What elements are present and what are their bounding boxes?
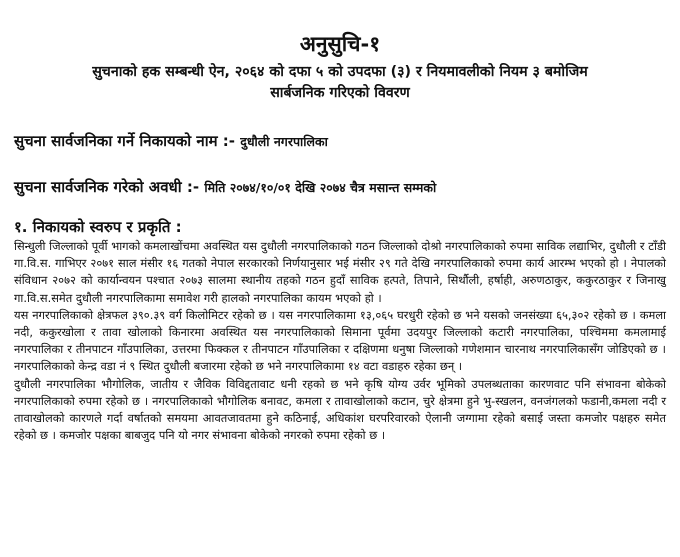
body-paragraph: यस नगरपालिकाको क्षेत्रफल ३९०.३९ वर्ग किलोमिटर रहेको छ । यस नगरपालिकामा १३,०६५ घरधुरी रहेको छ भने यसको जनसंख्या ६५,३०२ रहेको छ । कमला नदी, ककुरखोला र तावा खोलाको किनारमा अवस्थित यस नगरपालिकाको सिमाना पूर्वमा उदयपुर जिल्लाको कटारी नगरपालिका, पश्चिममा कमलामाई नगरपालिका र तीनपाटन गाँउपालिका, उत्तरमा फिक्कल र तीनपाटन गाँउपालिका र दक्षिणमा धनुषा जिल्लाको गणेशमान चारनाथ नगरपालिकासँग जोडिएको छ । नगरपालिकाको केन्द्र वडा नं ९ स्थित दुधौली बजारमा रहेको छ भने नगरपालिकामा १४ वटा वडाहरु रहेका छन् । bbox=[14, 307, 666, 374]
publication-period-label: सुचना सार्वजनिक गरेको अवधी :- bbox=[14, 178, 200, 196]
document-subtitle-line2: सार्बजनिक गरिएको विवरण bbox=[270, 85, 410, 101]
document-title: अनुसुचि-१ bbox=[299, 32, 381, 56]
body-paragraph: दुधौली नगरपालिका भौगोलिक, जातीय र जैविक विविद्दतावाट धनी रहको छ भने कृषि योग्य उर्वर भूमिको उपलब्धताका कारणवाट पनि संभावना बोकेको नगरपालिकाको रुपमा रहेको छ । नगरपालिकाको भौगोलिक बनावट, कमला र तावाखोलाको कटान, चुरे क्षेत्रमा हुने भु-स्खलन, वनजंगलको फडानी,कमला नदी र तावाखोलको कारणले गर्दा वर्षातको समयमा आवतजावतमा हुने कठिनाई, अधिकांश घरपरिवारको ऐलानी जग्गामा रहेको बसाई जस्ता कमजोर पक्षहरु समेत रहेको छ । कमजोर पक्षका बाबजुद पनि यो नगर संभावना बोकेको नगरको रुपमा रहेको छ । bbox=[14, 376, 666, 443]
publication-period-value: मिति २०७४/१०/०१ देखि २०७४ चैत्र मसान्त सम्मको bbox=[204, 180, 437, 195]
agency-name-value: दुधौली नगरपालिका bbox=[240, 134, 328, 149]
section-heading: १. निकायको स्वरुप र प्रकृति : bbox=[14, 218, 182, 236]
agency-name-field bbox=[14, 130, 664, 153]
publication-period-field bbox=[14, 176, 664, 199]
agency-name-label: सुचना सार्वजनिका गर्ने निकायको नाम :- bbox=[14, 132, 235, 150]
section-body bbox=[14, 238, 666, 444]
body-paragraph: सिन्धुली जिल्लाको पूर्वी भागको कमलाखोंचमा अवस्थित यस दुधौली नगरपालिकाको गठन जिल्लाको दोश्रो नगरपालिकाको रुपमा साविक लद्याभिर, दुधौली र टाँडी गा.वि.स. गाभिएर २०७१ साल मंसीर १६ गतको नेपाल सरकारको निर्णयानुसार भई मंसीर २९ गते देखि नगरपालिकाको रुपमा कार्य आरम्भ भएको हो । नेपालको संविधान २०७२ को कार्यान्वयन पश्चात २०७३ सालमा स्थानीय तहको गठन हुदाँ साविक हत्पते, तिपाने, सिर्थौली, हर्षाही, अरुणठाकुर, ककुरठाकुर र जिनाखु गा.वि.स.समेत दुधौली नगरपालिकामा समावेश गरी हालको नगरपालिका कायम भएको हो । bbox=[14, 239, 666, 305]
document-subtitle-line1: सुचनाको हक सम्बन्धी ऐन, २०६४ को दफा ५ को उपदफा (३) र नियमावलीको नियम ३ बमोजिम bbox=[92, 64, 588, 80]
